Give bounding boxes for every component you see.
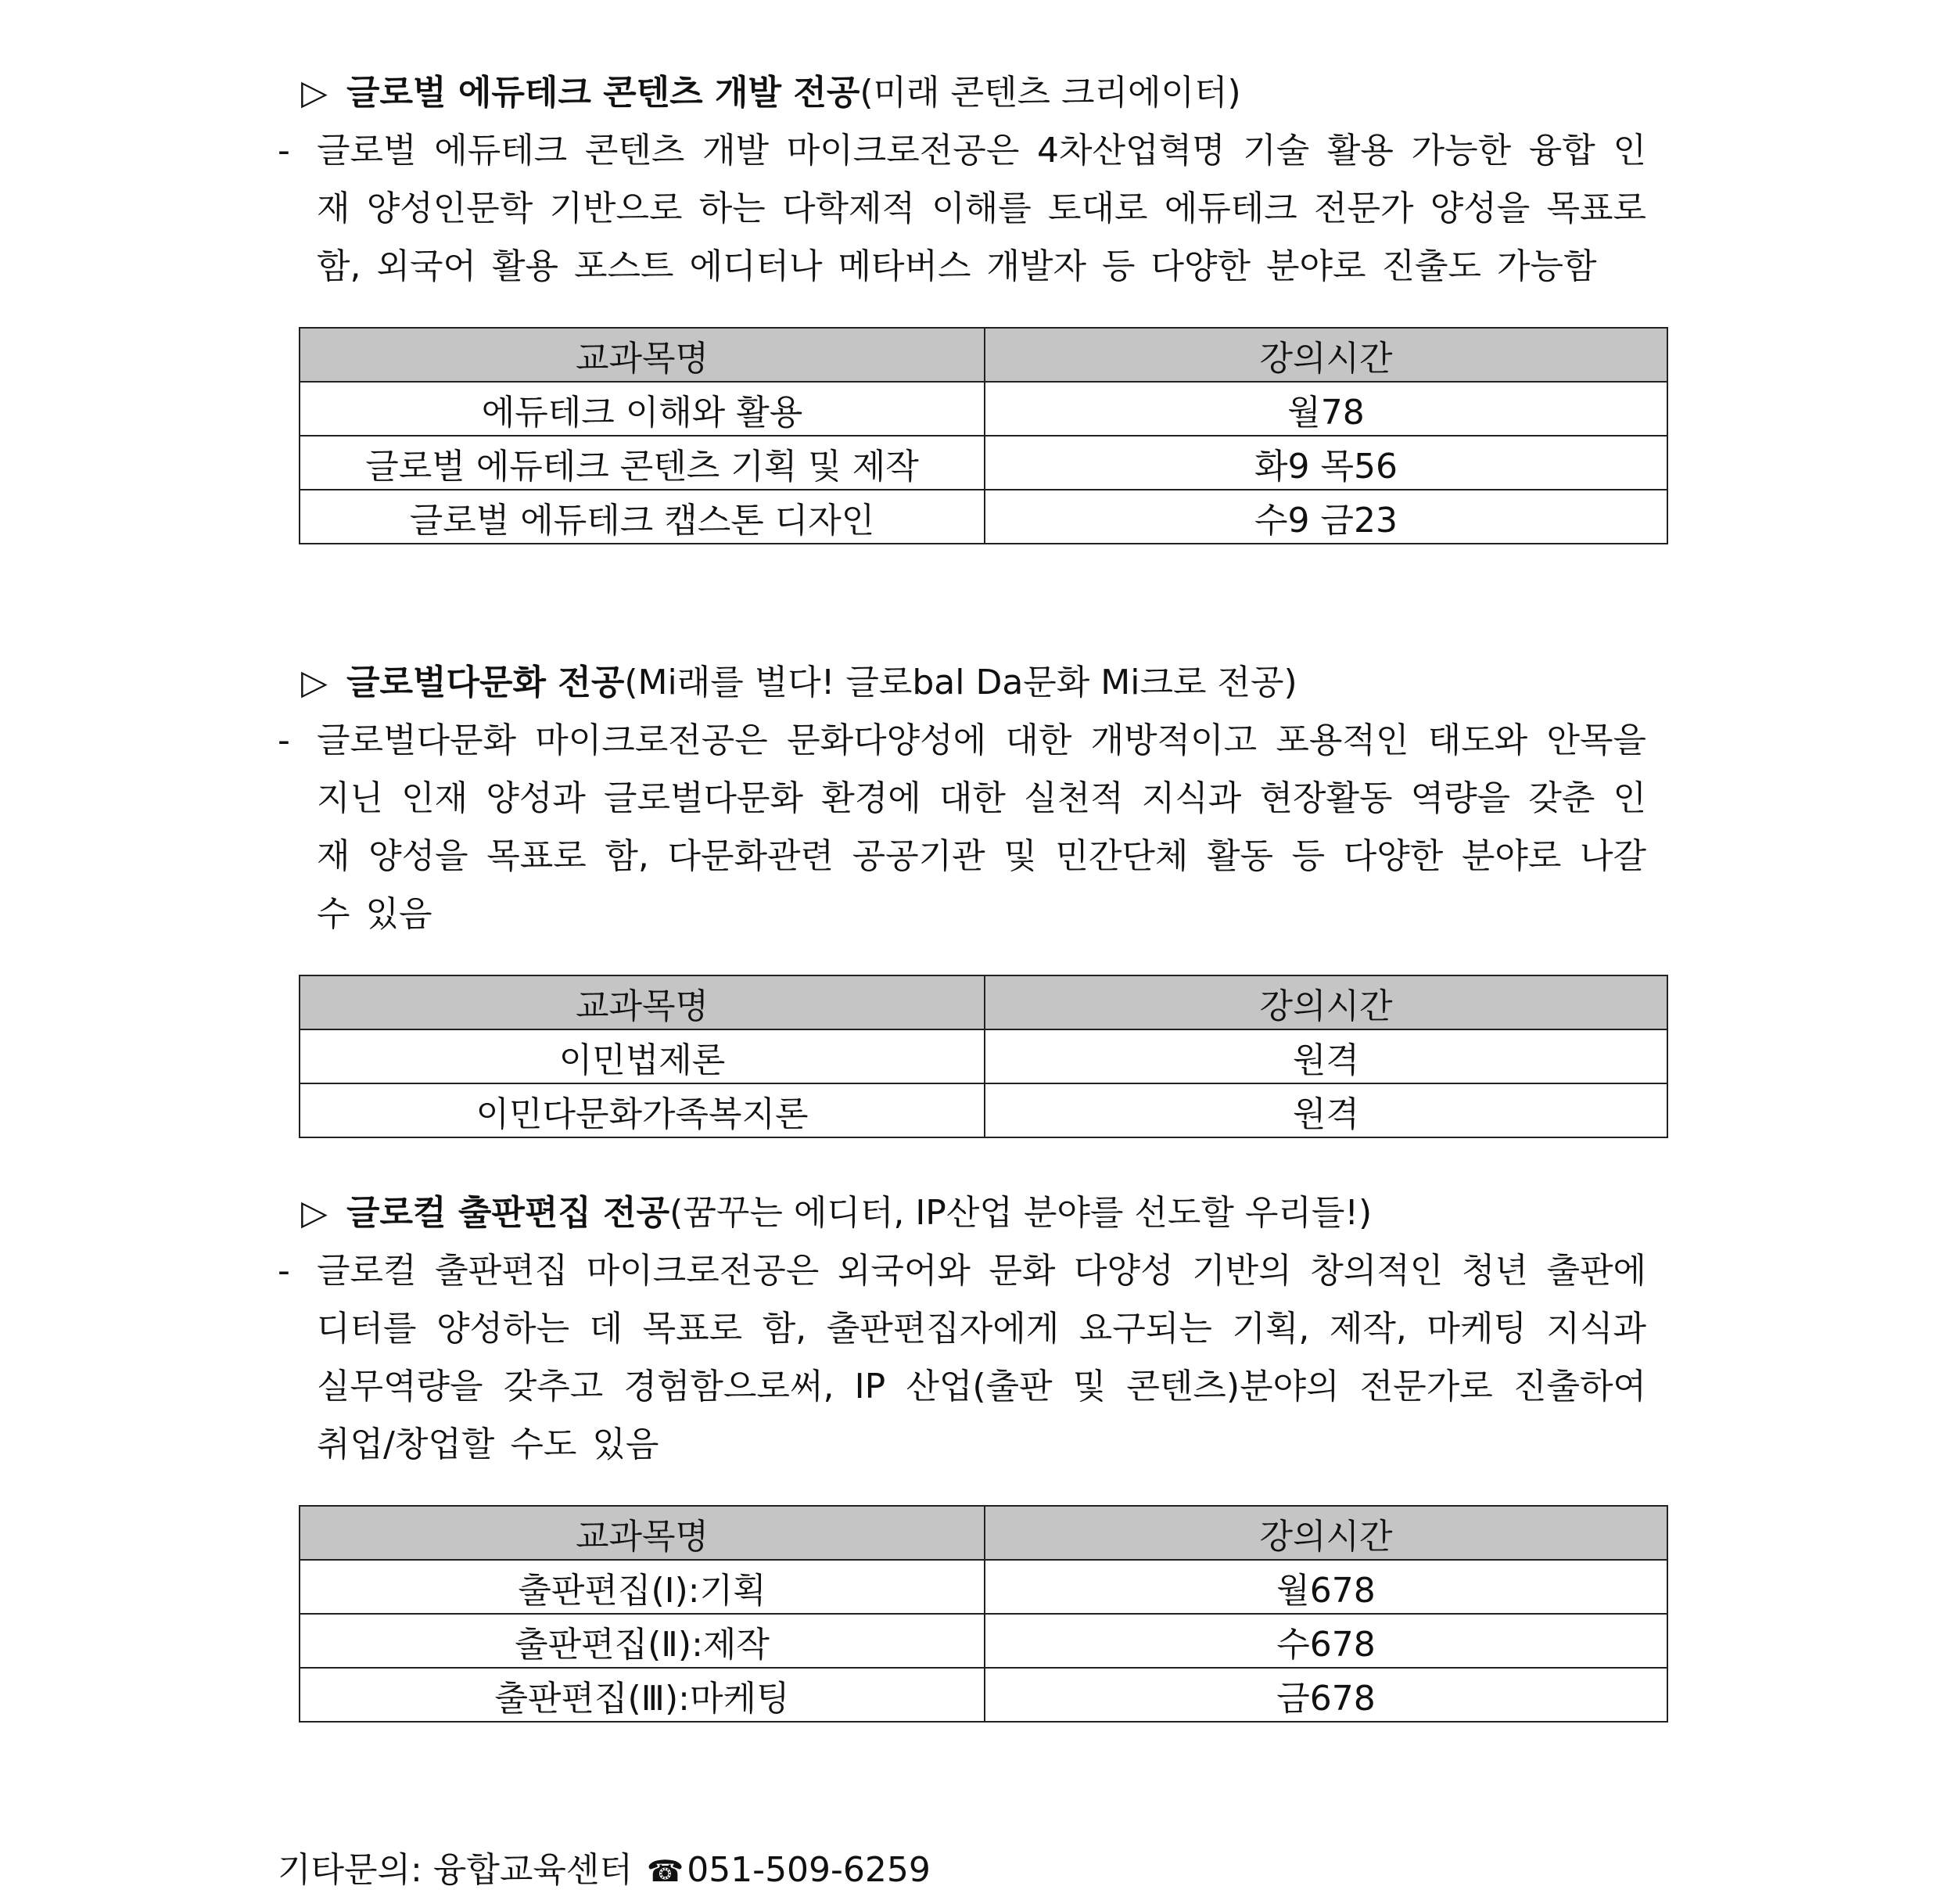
table-row (300, 436, 1667, 490)
section-heading (278, 654, 1678, 712)
course-name: 글로벌 에듀테크 캡스톤 디자인 (300, 490, 985, 544)
course-table (299, 327, 1668, 544)
table-row (300, 1560, 1667, 1614)
section-publishing (278, 1184, 1678, 1723)
section-title: 글로벌 에듀테크 콘텐츠 개발 전공 (346, 73, 860, 113)
lecture-time: 금678 (985, 1668, 1667, 1722)
table-row (300, 1614, 1667, 1668)
column-header-course: 교과목명 (300, 328, 985, 382)
column-header-course: 교과목명 (300, 1506, 985, 1560)
dash-marker: - (278, 1251, 290, 1291)
lecture-time: 월678 (985, 1560, 1667, 1614)
course-name: 글로벌 에듀테크 콘텐츠 기획 및 제작 (300, 436, 985, 490)
table-row (300, 1029, 1667, 1083)
section-description (278, 1242, 1646, 1474)
table-row (300, 1083, 1667, 1137)
course-table (299, 1505, 1668, 1723)
description-text: 글로벌다문화 마이크로전공은 문화다양성에 대한 개방적이고 포용적인 태도와 안목을 지닌 인재 양성과 글로벌다문화 환경에 대한 실천적 지식과 현장활동 역량을 갖춘 인재 양성을 목표로 함, 다문화관련 공공기관 및 민간단체 활동 등 다양한 분야로 나갈 수 있음 (317, 720, 1646, 934)
column-header-time: 강의시간 (985, 975, 1667, 1029)
table-row (300, 490, 1667, 544)
table-header-row (300, 1506, 1667, 1560)
course-name: 출판편집(Ⅲ):마케팅 (300, 1668, 985, 1722)
table-row (300, 1668, 1667, 1722)
section-title: 글로컬 출판편집 전공 (346, 1193, 670, 1233)
lecture-time: 원격 (985, 1029, 1667, 1083)
section-description (278, 712, 1646, 943)
lecture-time: 원격 (985, 1083, 1667, 1137)
column-header-course: 교과목명 (300, 975, 985, 1029)
lecture-time: 화9 목56 (985, 436, 1667, 490)
section-title: 글로벌다문화 전공 (346, 663, 625, 702)
section-edutech (278, 64, 1678, 544)
triangle-marker-icon: ▷ (301, 73, 328, 113)
contact-label: 기타문의: 융합교육센터 (278, 1850, 633, 1890)
course-name: 이민다문화가족복지론 (300, 1083, 985, 1137)
description-text: 글로벌 에듀테크 콘텐츠 개발 마이크로전공은 4차산업혁명 기술 활용 가능한 융합 인재 양성인문학 기반으로 하는 다학제적 이해를 토대로 에듀테크 전문가 양성을 목표로 함, 외국어 활용 포스트 에디터나 메타버스 개발자 등 다양한 분야로 진출도 가능함 (317, 131, 1646, 286)
table-header-row (300, 328, 1667, 382)
section-subtitle: (미래 콘텐츠 크리에이터) (860, 73, 1241, 113)
course-name: 에듀테크 이해와 활용 (300, 382, 985, 436)
course-name: 출판편집(Ⅰ):기획 (300, 1560, 985, 1614)
dash-marker: - (278, 131, 290, 171)
column-header-time: 강의시간 (985, 328, 1667, 382)
lecture-time: 월78 (985, 382, 1667, 436)
contact-footer (278, 1841, 931, 1900)
contact-phone: 051-509-6259 (687, 1850, 931, 1890)
triangle-marker-icon: ▷ (301, 663, 328, 702)
column-header-time: 강의시간 (985, 1506, 1667, 1560)
table-header-row (300, 975, 1667, 1029)
section-subtitle: (Mi래를 벌다! 글로bal Da문화 Mi크로 전공) (624, 663, 1297, 702)
course-name: 이민법제론 (300, 1029, 985, 1083)
description-text: 글로컬 출판편집 마이크로전공은 외국어와 문화 다양성 기반의 창의적인 청년 출판에디터를 양성하는 데 목표로 함, 출판편집자에게 요구되는 기획, 제작, 마케팅 지식과 실무역량을 갖추고 경험함으로써, IP 산업(출판 및 콘텐츠)분야의 전문가로 진출하여 취업/창업할 수도 있음 (317, 1251, 1646, 1464)
section-heading (278, 1184, 1678, 1242)
lecture-time: 수678 (985, 1614, 1667, 1668)
section-description (278, 122, 1646, 296)
lecture-time: 수9 금23 (985, 490, 1667, 544)
section-subtitle: (꿈꾸는 에디터, IP산업 분야를 선도할 우리들!) (669, 1193, 1373, 1233)
triangle-marker-icon: ▷ (301, 1193, 328, 1233)
dash-marker: - (278, 720, 290, 760)
section-multicultural (278, 654, 1678, 1138)
telephone-icon: ☎ (646, 1854, 684, 1888)
section-heading (278, 64, 1678, 122)
course-name: 출판편집(Ⅱ):제작 (300, 1614, 985, 1668)
table-row (300, 382, 1667, 436)
course-table (299, 975, 1668, 1138)
